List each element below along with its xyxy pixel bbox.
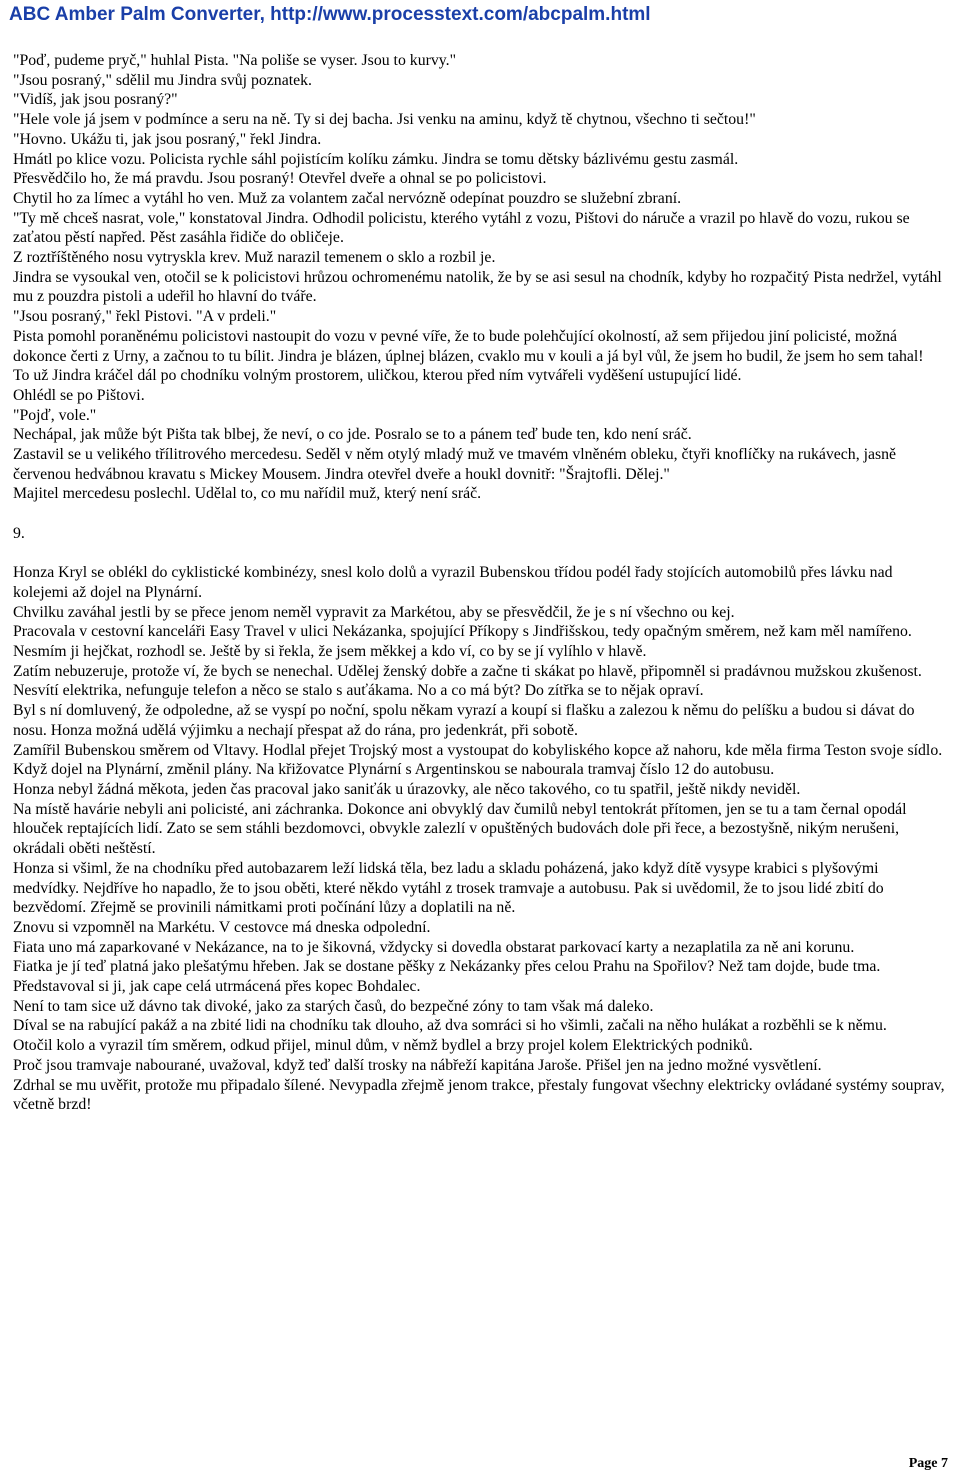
paragraph: Zamířil Bubenskou směrem od Vltavy. Hodlal přejet Trojský most a vystoupat do kobyliského kopce až nahoru, kde měla firma Teston svoje sídlo. Když dojel na Plynární, změnil plány. Na křižovatce Plynární s Argentinskou se nabourala tramvaj číslo 12 do autobusu. [13,741,943,779]
paragraph: Ohlédl se po Pištovi. [13,386,145,404]
paragraph: "Jsou posraný," sdělil mu Jindra svůj poznatek. [13,71,312,89]
paragraph: Díval se na rabující pakáž a na zbité lidi na chodníku tak dlouho, až dva somráci si ho všimli, začali na něho hulákat a rozběhli se k němu. [13,1017,887,1035]
paragraph: Byl s ní domluvený, že odpoledne, až se vyspí po noční, spolu někam vyrazí a koupí si flašku a zalezou k němu do pelíšku a budou si dávat do nosu. Honza možná udělá výjimku a nechají přespat až do rána, pro jedenkrát, při sobotě. [13,702,915,739]
paragraph: Honza si všiml, že na chodníku před autobazarem leží lidská těla, bez ladu a skladu poházená, jako když dítě vysype krabici s plyšovými medvídky. Nejdříve ho napadlo, že to jsou oběti, které někdo vytáhl z trosek tramvaje a autobusu. Pak si uvědomil, že to jsou lidé zbití do bezvědomí. Zřejmě se provinili námitkami proti počínání lůzy a doplatili na ně. [13,859,884,917]
paragraph: Majitel mercedesu poslechl. Udělal to, co mu nařídil muž, který není sráč. [13,485,482,503]
paragraph: Pista pomohl poraněnému policistovi nastoupit do vozu v pevné víře, že to bude polehčující okolností, až sem přijedou jiní policisté, možná dokonce čerti z Urny, a začnou to tu bílit. Jindra je blázen, úplnej blázen, cvaklo mu v kouli a já byl vůl, že jsem ho budil, že jsem ho sem tahal! [13,327,924,365]
paragraph: Nechápal, jak může být Pišta tak blbej, že neví, o co jde. Posralo se to a pánem teď bude ten, kdo není sráč. [13,426,692,444]
converter-header: ABC Amber Palm Converter, http://www.processtext.com/abcpalm.html [9,4,651,25]
paragraph: Zastavil se u velikého třílitrového mercedesu. Seděl v něm otylý mladý muž ve tmavém vlněném obleku, čtyři knoflíčky na rukávech, jasně červenou hedvábnou kravatu s Mickey Mousem. Jindra otevřel dveře a houkl dovnitř: "Šrajtofli. Dělej." [13,446,897,483]
paragraph: "Hele vole já jsem v podmínce a seru na ně. Ty si dej bacha. Jsi venku na aminu, když tě chytnou, všechno ti sečtou!" [13,111,756,129]
paragraph: Honza Kryl se oblékl do cyklistické kombinézy, snesl kolo dolů a vyrazil Bubenskou třídou podél řady stojících automobilů přes lávku nad kolejemi až dojel na Plynární. [13,564,893,601]
paragraph: Fiata uno má zaparkované v Nekázance, na to je šikovná, vždycky si dovedla obstarat parkovací karty a nezaplatila za ně ani korunu. [13,938,855,956]
paragraph: Otočil kolo a vyrazil tím směrem, odkud přijel, minul dům, v němž bydlel a brzy projel kolem Elektrických podniků. [13,1037,753,1055]
paragraph: Jindra se vysoukal ven, otočil se k policistovi hrůzou ochromenému natolik, že by se asi sesul na chodník, kdyby ho rozpačitý Pista nedržel, vytáhl mu z pouzdra pistoli a udeřil ho hlavní do tváře. [13,268,942,306]
paragraph: "Poď, pudeme pryč," huhlal Pista. "Na poliše se vyser. Jsou to kurvy." [13,52,457,69]
paragraph: "Ty mě chceš nasrat, vole," konstatoval Jindra. Odhodil policistu, kterého vytáhl z vozu, Pištovi do náruče a vrazil po hlavě do vozu, rukou se zaťatou pěstí napřed. Pěst zasáhla řidiče do obličeje. [13,209,910,247]
paragraph: "Vidíš, jak jsou posraný?" [13,91,178,109]
paragraph: "Jsou posraný," řekl Pistovi. "A v prdeli." [13,308,277,326]
paragraph: Pracovala v cestovní kanceláři Easy Travel v ulici Nekázanka, spojující Příkopy s Jindřišskou, tedy opačným směrem, než kam měl namířeno. Nesmím ji hejčkat, rozhodl se. Ještě by si řekla, že jsem měkkej a kdo ví, co by se jí vylíhlo v hlavě. [13,623,912,661]
paragraph: Chytil ho za límec a vytáhl ho ven. Muž za volantem začal nervózně odepínat pouzdro se služební zbraní. [13,189,682,207]
paragraph: Zdrhal se mu uvěřit, protože mu připadalo šílené. Nevypadla zřejmě jenom trakce, přestaly fungovat všechny elektricky ovládané systémy souprav, včetně brzd! [13,1076,945,1114]
paragraph: Zatím nebuzeruje, protože ví, že bych se nenechal. Udělej ženský dobře a začne ti skákat po hlavě, připomněl si pradávnou mužskou zkušenost. Nesvítí elektrika, nefunguje telefon a něco se stalo s auťákama. No a co má být? Do zítřka se to nějak opraví. [13,662,922,700]
chapter-number: 9. [13,524,25,542]
page-number: Page 7 [908,1456,948,1471]
paragraph: Znovu si vzpomněl na Markétu. V cestovce má dneska odpolední. [13,918,431,936]
paragraph: To už Jindra kráčel dál po chodníku volným prostorem, uličkou, kterou před ním vytvářeli vyděšení ustupující lidé. [13,367,742,385]
paragraph: Přesvědčilo ho, že má pravdu. Jsou posraný! Otevřel dveře a ohnal se po policistovi. [13,170,547,188]
paragraph: "Hovno. Ukážu ti, jak jsou posraný," řekl Jindra. [13,130,322,148]
paragraph: Chvilku zaváhal jestli by se přece jenom neměl vypravit za Markétou, aby se přesvědčil, že je s ní všechno ou kej. [13,603,735,621]
paragraph: Hmátl po klice vozu. Policista rychle sáhl pojistícím kolíku zámku. Jindra se tomu dětsky bázlivému gestu zasmál. [13,150,739,168]
paragraph: Z roztříštěného nosu vytryskla krev. Muž narazil temenem o sklo a rozbil je. [13,249,496,267]
paragraph: Honza nebyl žádná měkota, jeden čas pracoval jako saniťák u úrazovky, ale něco takového, co tu spatřil, ještě nikdy neviděl. [13,780,801,798]
document-body [13,51,948,1115]
paragraph: Představoval si ji, jak cape celá utrmácená přes kopec Bohdalec. [13,978,421,996]
paragraph: Fiatka je jí teď platná jako plešatýmu hřeben. Jak se dostane pěšky z Nekázanky přes celou Prahu na Spořilov? Než tam dojde, bude tma. [13,958,881,976]
paragraph: Na místě havárie nebyli ani policisté, ani záchranka. Dokonce ani obvyklý dav čumilů nebyl tentokrát přítomen, jen se tu a tam černal opodál hlouček reptajících lidí. Zato se sem stáhli bezdomovci, obvykle zalezlí v opuštěných budovách dole při řece, a bezostyšně, nikým nerušeni, okrádali oběti neštěstí. [13,800,907,858]
paragraph: Není to tam sice už dávno tak divoké, jako za starých časů, do bezpečné zóny to tam však má daleko. [13,997,654,1015]
paragraph: "Pojď, vole." [13,406,97,424]
paragraph: Proč jsou tramvaje nabourané, uvažoval, když teď další trosky na nábřeží kapitána Jaroše. Přišel jen na jedno možné vysvětlení. [13,1056,822,1074]
